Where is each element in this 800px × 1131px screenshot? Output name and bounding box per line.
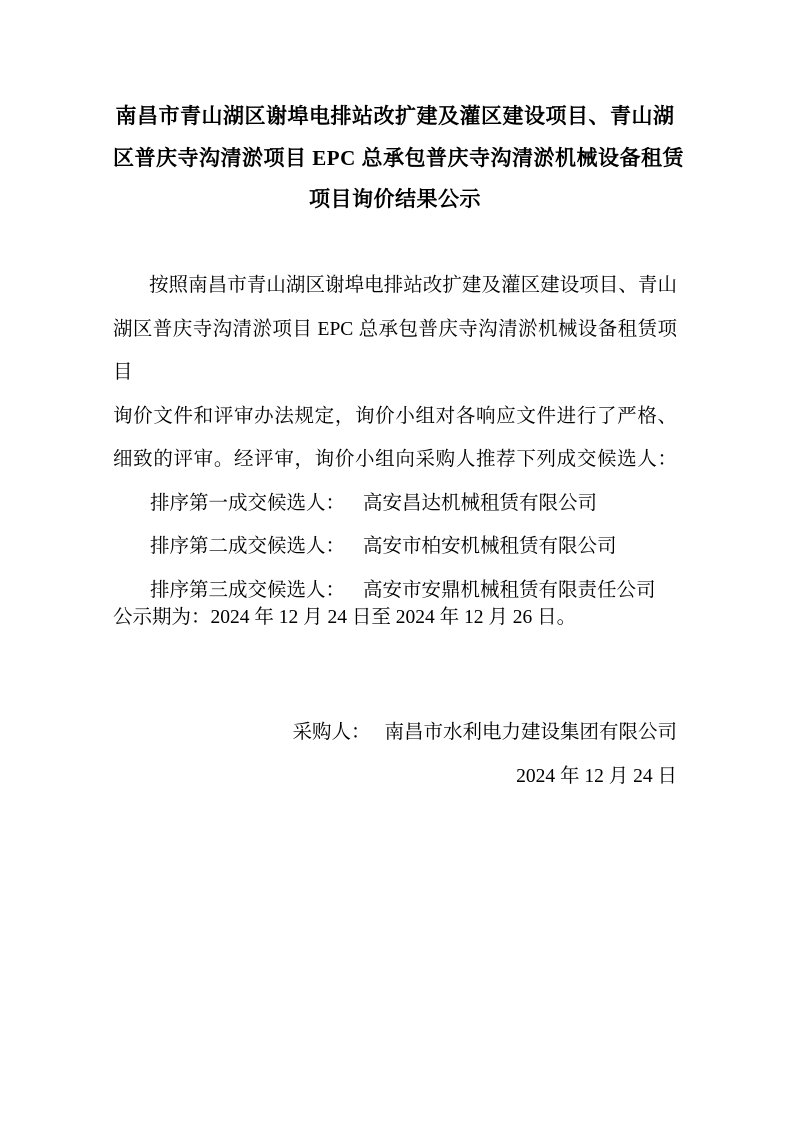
title-line-2: 区普庆寺沟清淤项目 EPC 总承包普庆寺沟清淤机械设备租赁 [113, 145, 684, 170]
candidate-2-label: 排序第二成交候选人： [150, 536, 346, 557]
candidate-2-name: 高安市柏安机械租赁有限公司 [363, 536, 617, 557]
candidate-row-2 [113, 525, 677, 569]
publicity-period: 公示期为：2024 年 12 月 24 日至 2024 年 12 月 26 日。 [113, 607, 577, 628]
purchaser-line [113, 711, 677, 755]
candidate-3-label: 排序第三成交候选人： [150, 579, 346, 601]
candidate-row-1 [113, 482, 677, 526]
candidate-1-name: 高安昌达机械租赁有限公司 [363, 492, 598, 514]
paragraph-line-1: 按照南昌市青山湖区谢埠电排站改扩建及灌区建设项目、青山 [149, 275, 677, 296]
paragraph-line-2: 湖区普庆寺沟清淤项目 EPC 总承包普庆寺沟清淤机械设备租赁项目 [113, 318, 677, 383]
purchaser-label: 采购人： [292, 722, 371, 743]
title-line-1: 南昌市青山湖区谢埠电排站改扩建及灌区建设项目、青山湖 [115, 104, 675, 128]
title-line-3: 项目询价结果公示 [309, 187, 481, 211]
body-block [113, 264, 677, 612]
footer-block [113, 711, 677, 798]
paragraph-line-4: 细致的评审。经评审，询价小组向采购人推荐下列成交候选人： [113, 449, 677, 470]
paragraph-line-3: 询价文件和评审办法规定，询价小组对各响应文件进行了严格、 [113, 405, 677, 427]
candidate-1-label: 排序第一成交候选人： [150, 492, 346, 514]
document-title [113, 96, 684, 221]
signature-date: 2024 年 12 月 24 日 [516, 765, 677, 787]
purchaser-name: 南昌市水利电力建设集团有限公司 [384, 722, 677, 743]
candidate-3-name: 高安市安鼎机械租赁有限责任公司 [363, 579, 656, 601]
